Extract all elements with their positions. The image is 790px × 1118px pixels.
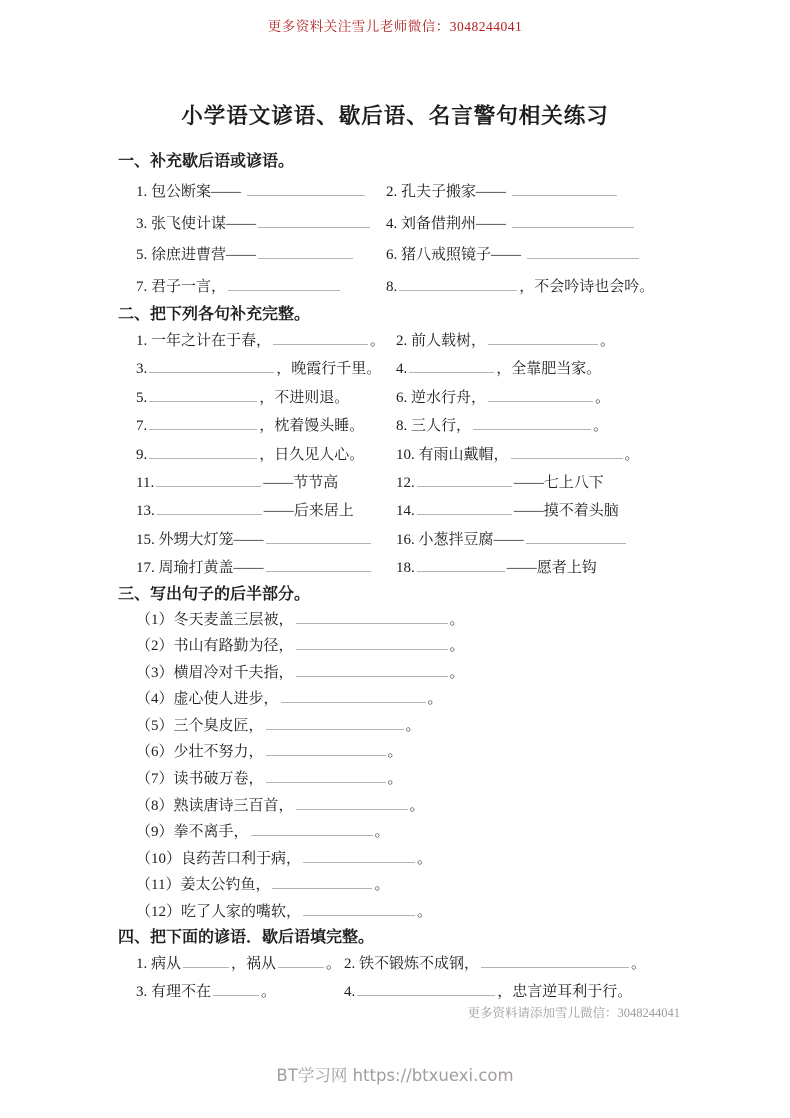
item-text: 15. 外甥大灯笼—— bbox=[136, 531, 264, 548]
answer-blank bbox=[266, 769, 386, 783]
answer-blank bbox=[417, 473, 512, 487]
section-1-heading: 一、补充歇后语或谚语。 bbox=[118, 153, 295, 170]
item-text: （2）书山有路勤为径， bbox=[136, 638, 294, 655]
exercise-item bbox=[136, 554, 396, 582]
answer-blank bbox=[281, 690, 426, 704]
item-text: 7. bbox=[136, 418, 148, 435]
item-text: （8）熟读唐诗三百首， bbox=[136, 797, 294, 814]
item-text: 。 bbox=[449, 611, 465, 628]
exercise-item bbox=[396, 412, 680, 440]
wechat-promo-footer: 更多资料请添加雪儿微信：3048244041 bbox=[467, 1005, 680, 1020]
section-4-items bbox=[118, 950, 680, 1006]
item-text: 11. bbox=[136, 474, 155, 491]
exercise-item bbox=[136, 240, 386, 272]
answer-blank bbox=[228, 277, 340, 291]
exercise-item bbox=[136, 686, 680, 713]
item-text: 4. 刘备借荆州—— bbox=[386, 215, 510, 232]
exercise-item bbox=[136, 846, 680, 873]
exercise-item bbox=[136, 497, 396, 525]
item-text: 9. bbox=[136, 446, 148, 463]
answer-blank bbox=[213, 982, 259, 996]
answer-blank bbox=[258, 214, 370, 228]
exercise-item bbox=[396, 327, 680, 355]
answer-blank bbox=[247, 182, 365, 196]
answer-blank bbox=[417, 502, 512, 516]
item-text: （12）吃了人家的嘴软， bbox=[136, 904, 302, 921]
exercise-item bbox=[344, 978, 680, 1006]
exercise-item bbox=[136, 950, 344, 978]
item-text: 14. bbox=[396, 503, 415, 520]
exercise-item bbox=[396, 497, 680, 525]
item-text: 。 bbox=[370, 333, 386, 349]
exercise-item bbox=[396, 384, 680, 412]
section-1-items bbox=[118, 177, 680, 303]
answer-blank bbox=[273, 331, 368, 345]
answer-blank bbox=[399, 277, 517, 291]
item-text: （5）三个臭皮匠， bbox=[136, 717, 264, 734]
exercise-item bbox=[136, 713, 680, 740]
section-4-heading: 四、把下面的谚语．歇后语填完整。 bbox=[118, 928, 375, 946]
exercise-item bbox=[136, 633, 680, 660]
answer-blank bbox=[266, 716, 404, 730]
section-3-heading: 三、写出句子的后半部分。 bbox=[118, 585, 311, 603]
item-text: 。 bbox=[409, 797, 425, 814]
answer-blank bbox=[512, 182, 617, 196]
exercise-item bbox=[136, 660, 680, 687]
exercise-item bbox=[136, 355, 396, 383]
item-text: 。 bbox=[631, 955, 647, 972]
item-text: 。 bbox=[593, 418, 609, 435]
item-text: 。 bbox=[417, 904, 433, 921]
item-text: ，祸从 bbox=[231, 955, 277, 972]
answer-blank bbox=[526, 530, 626, 544]
answer-blank bbox=[296, 663, 448, 677]
item-text: 4. bbox=[344, 983, 356, 1000]
exercise-item bbox=[136, 327, 396, 355]
item-text: 4. bbox=[396, 361, 408, 378]
answer-blank bbox=[527, 245, 639, 259]
exercise-item bbox=[136, 819, 680, 846]
answer-blank bbox=[183, 954, 229, 968]
item-text: ，全靠肥当家。 bbox=[496, 361, 602, 378]
item-text: 2. 铁不锻炼不成钢， bbox=[344, 955, 480, 972]
item-text: ，不会吟诗也会吟。 bbox=[519, 278, 655, 295]
item-text: 。 bbox=[449, 664, 465, 681]
item-text: （3）横眉冷对千夫指， bbox=[136, 664, 294, 681]
answer-blank bbox=[149, 388, 257, 402]
item-text: 。 bbox=[261, 983, 277, 1000]
item-text: （10）良药苦口利于病， bbox=[136, 850, 302, 867]
item-text: ——七上八下 bbox=[513, 474, 604, 491]
answer-blank bbox=[473, 416, 591, 430]
item-text: 1. 病从 bbox=[136, 955, 182, 972]
exercise-item bbox=[396, 355, 680, 383]
item-text: 6. 猪八戒照镜子—— bbox=[386, 247, 525, 263]
exercise-item bbox=[386, 209, 680, 241]
item-text: 18. bbox=[396, 560, 415, 577]
item-text: 5. bbox=[136, 389, 148, 406]
answer-blank bbox=[303, 849, 415, 863]
answer-blank bbox=[272, 876, 372, 890]
exercise-item bbox=[136, 793, 680, 820]
exercise-item bbox=[136, 526, 396, 554]
answer-blank bbox=[278, 954, 324, 968]
item-text: （11）姜太公钓鱼， bbox=[136, 877, 271, 894]
item-text: 。 bbox=[600, 333, 616, 349]
answer-blank bbox=[149, 360, 274, 374]
exercise-item bbox=[344, 950, 680, 978]
page-title: 小学语文谚语、歇后语、名言警句相关练习 bbox=[181, 104, 609, 128]
item-text: （9）拳不离手， bbox=[136, 824, 249, 841]
section-3-items bbox=[118, 607, 680, 926]
item-text: ，日久见人心。 bbox=[259, 446, 365, 463]
exercise-item bbox=[136, 272, 386, 304]
item-text: ——愿者上钩 bbox=[506, 560, 597, 577]
answer-blank bbox=[157, 502, 262, 516]
answer-blank bbox=[266, 743, 386, 757]
answer-blank bbox=[488, 331, 598, 345]
section-2-heading: 二、把下列各句补充完整。 bbox=[118, 306, 311, 323]
answer-blank bbox=[149, 445, 257, 459]
item-text: 13. bbox=[136, 503, 155, 520]
exercise-item bbox=[396, 441, 680, 469]
section-4 bbox=[118, 926, 680, 1006]
item-text: 1. 一年之计在于春， bbox=[136, 333, 272, 349]
item-text: 。 bbox=[374, 824, 390, 841]
answer-blank bbox=[488, 388, 593, 402]
item-text: ——节节高 bbox=[263, 474, 339, 491]
item-text: 17. 周瑜打黄盖—— bbox=[136, 560, 264, 577]
answer-blank bbox=[409, 360, 494, 374]
item-text: 。 bbox=[374, 877, 390, 894]
exercise-item bbox=[136, 441, 396, 469]
item-text: 。 bbox=[417, 850, 433, 867]
item-text: 16. 小葱拌豆腐—— bbox=[396, 531, 524, 548]
answer-blank bbox=[156, 473, 261, 487]
item-text: 。 bbox=[387, 744, 403, 761]
item-text: ，枕着馒头睡。 bbox=[259, 418, 365, 435]
item-text: 。 bbox=[405, 717, 421, 734]
item-text: 6. 逆水行舟， bbox=[396, 389, 487, 406]
item-text: 2. 前人载树， bbox=[396, 333, 487, 349]
wechat-promo-header: 更多资料关注雪儿老师微信：3048244041 bbox=[267, 19, 523, 34]
item-text: ，忠言逆耳利于行。 bbox=[497, 983, 633, 1000]
answer-blank bbox=[251, 823, 373, 837]
section-2 bbox=[118, 303, 680, 583]
exercise-item bbox=[136, 899, 680, 926]
item-text: 3. 有理不在 bbox=[136, 983, 212, 1000]
item-text: 8. bbox=[386, 278, 398, 295]
exercise-item bbox=[136, 412, 396, 440]
worksheet-body bbox=[118, 150, 680, 1021]
exercise-item bbox=[136, 766, 680, 793]
item-text: 12. bbox=[396, 474, 415, 491]
item-text: 7. 君子一言， bbox=[136, 278, 227, 295]
item-text: 。 bbox=[427, 691, 443, 708]
answer-blank bbox=[417, 558, 505, 572]
answer-blank bbox=[303, 902, 415, 916]
answer-blank bbox=[266, 530, 371, 544]
item-text: 2. 孔夫子搬家—— bbox=[386, 184, 510, 200]
item-text: 5. 徐庶进曹营—— bbox=[136, 247, 257, 263]
exercise-item bbox=[136, 872, 680, 899]
item-text: ，不进则退。 bbox=[259, 389, 350, 406]
item-text: ——摸不着头脑 bbox=[513, 503, 619, 520]
exercise-item bbox=[396, 526, 680, 554]
item-text: （1）冬天麦盖三层被， bbox=[136, 611, 294, 628]
item-text: 。 bbox=[595, 389, 611, 406]
exercise-item bbox=[136, 607, 680, 634]
exercise-item bbox=[136, 177, 386, 209]
item-text: 。 bbox=[326, 955, 342, 972]
exercise-item bbox=[386, 240, 680, 272]
exercise-item bbox=[136, 384, 396, 412]
answer-blank bbox=[512, 214, 634, 228]
item-text: 1. 包公断案—— bbox=[136, 184, 245, 200]
answer-blank bbox=[149, 416, 257, 430]
item-text: （4）虚心使人进步， bbox=[136, 691, 279, 708]
item-text: （6）少壮不努力， bbox=[136, 744, 264, 761]
section-3 bbox=[118, 583, 680, 926]
item-text: ，晚霞行千里。 bbox=[276, 361, 382, 378]
item-text: 3. bbox=[136, 361, 148, 378]
answer-blank bbox=[357, 982, 495, 996]
answer-blank bbox=[266, 558, 371, 572]
exercise-item bbox=[136, 978, 344, 1006]
site-watermark: BT学习网 https://btxuexi.com bbox=[276, 1066, 514, 1085]
exercise-item bbox=[136, 469, 396, 497]
item-text: （7）读书破万卷， bbox=[136, 771, 264, 788]
exercise-item bbox=[396, 469, 680, 497]
exercise-item bbox=[386, 272, 680, 304]
item-text: 3. 张飞使计谋—— bbox=[136, 215, 257, 232]
item-text: 。 bbox=[624, 446, 640, 463]
answer-blank bbox=[511, 445, 623, 459]
answer-blank bbox=[296, 796, 408, 810]
item-text: 。 bbox=[449, 638, 465, 655]
exercise-item bbox=[136, 739, 680, 766]
answer-blank bbox=[258, 245, 353, 259]
answer-blank bbox=[481, 954, 629, 968]
section-1 bbox=[118, 150, 680, 303]
exercise-item bbox=[136, 209, 386, 241]
exercise-item bbox=[396, 554, 680, 582]
answer-blank bbox=[296, 610, 448, 624]
item-text: ——后来居上 bbox=[263, 503, 354, 520]
exercise-item bbox=[386, 177, 680, 209]
item-text: 10. 有雨山戴帽， bbox=[396, 446, 509, 463]
section-2-items bbox=[118, 327, 680, 583]
item-text: 8. 三人行， bbox=[396, 418, 472, 435]
answer-blank bbox=[296, 636, 448, 650]
item-text: 。 bbox=[387, 771, 403, 788]
